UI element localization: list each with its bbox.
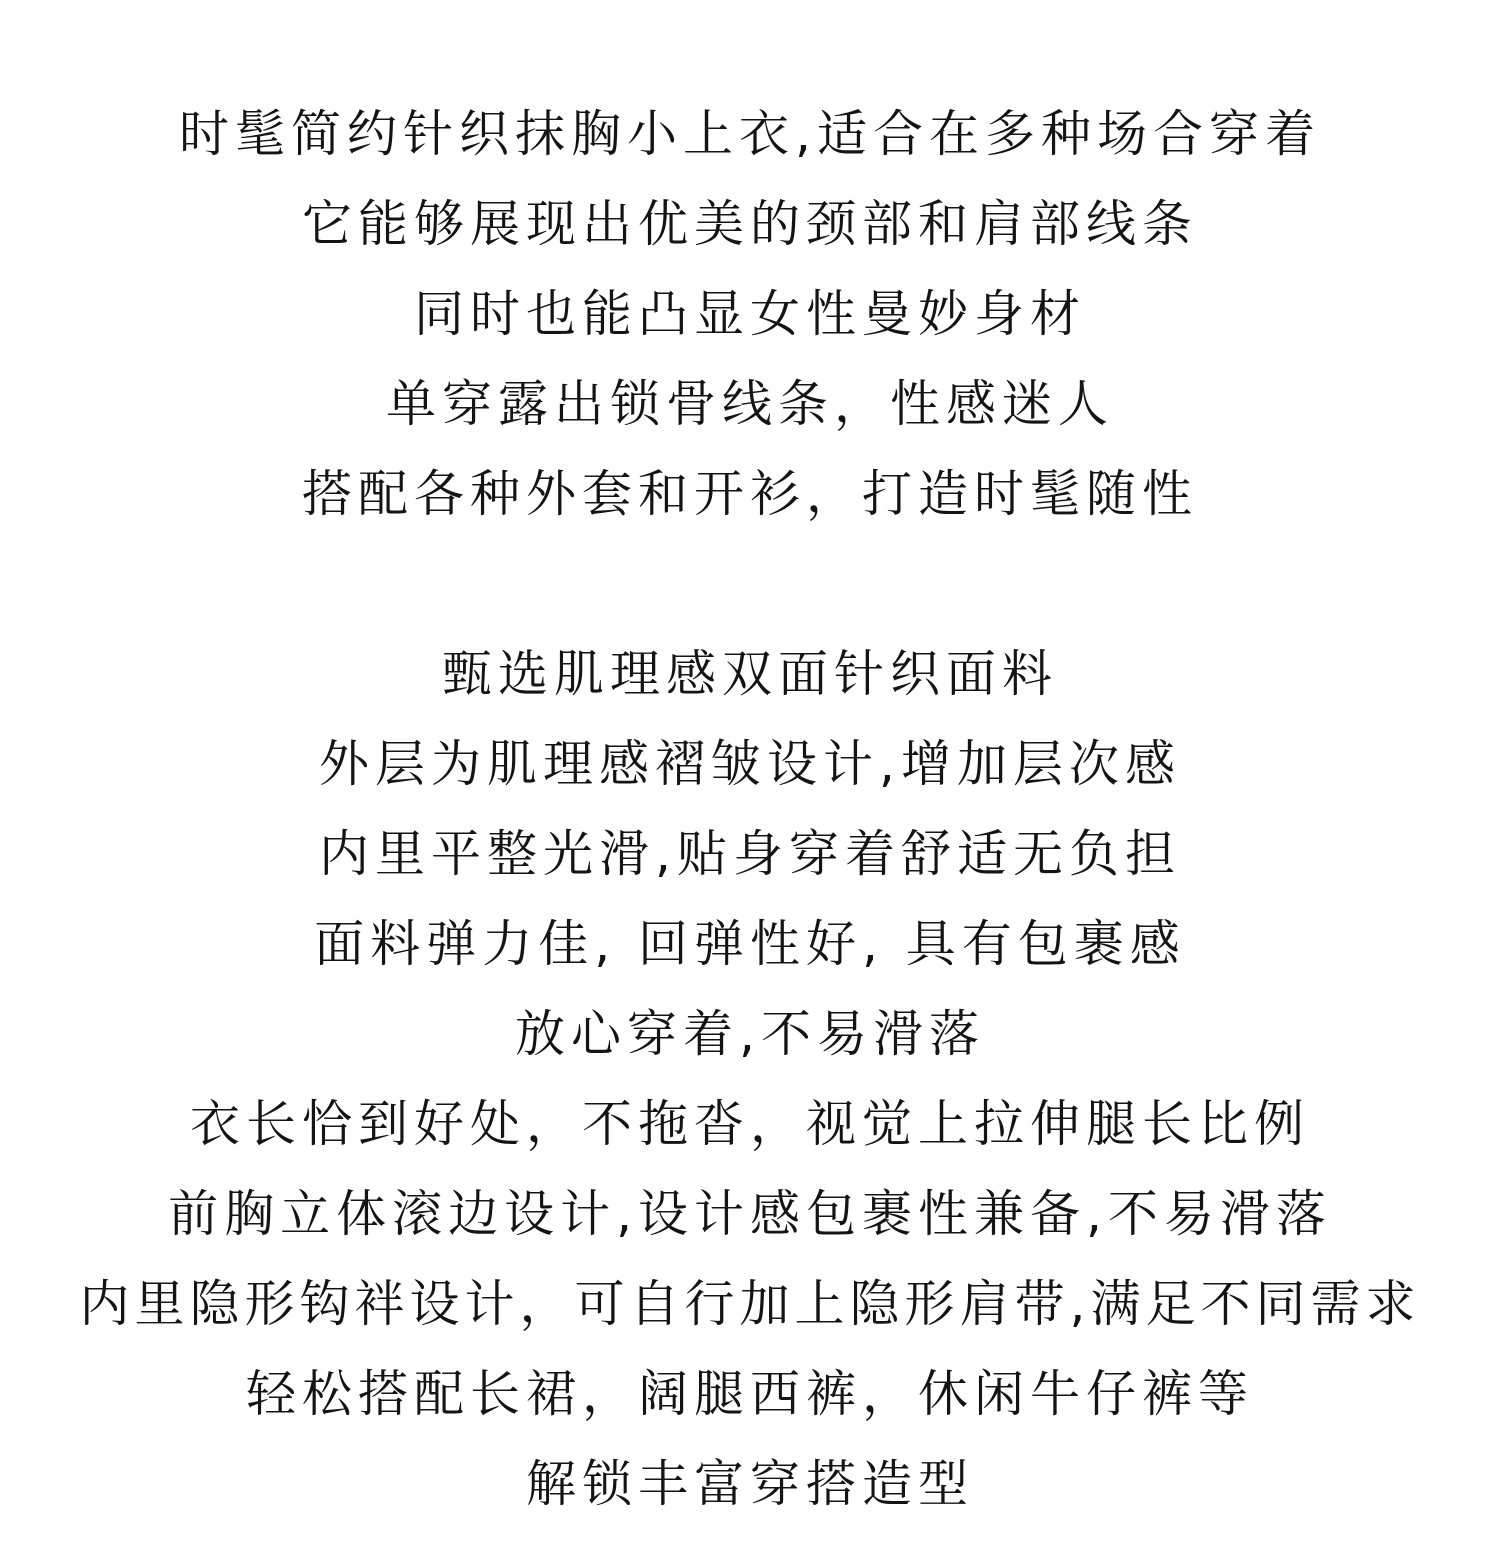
text-line: 内里平整光滑,贴身穿着舒适无负担 <box>319 825 1181 883</box>
text-line: 面料弹力佳, 回弹性好, 具有包裹感 <box>314 915 1186 973</box>
text-line: 同时也能凸显女性曼妙身材 <box>414 285 1086 343</box>
text-line: 时髦简约针织抹胸小上衣,适合在多种场合穿着 <box>179 105 1321 163</box>
text-line: 衣长恰到好处，不拖沓，视觉上拉伸腿长比例 <box>190 1095 1310 1153</box>
text-line: 解锁丰富穿搭造型 <box>526 1455 974 1513</box>
text-line: 单穿露出锁骨线条，性感迷人 <box>386 375 1114 433</box>
text-line: 外层为肌理感褶皱设计,增加层次感 <box>319 735 1181 793</box>
text-line: 它能够展现出优美的颈部和肩部线条 <box>302 195 1198 253</box>
text-line: 甄选肌理感双面针织面料 <box>442 645 1058 703</box>
text-line: 内里隐形钩袢设计，可自行加上隐形肩带,满足不同需求 <box>79 1275 1421 1333</box>
text-line: 搭配各种外套和开衫，打造时髦随性 <box>302 465 1198 523</box>
text-line: 放心穿着,不易滑落 <box>515 1005 985 1063</box>
text-line: 前胸立体滚边设计,设计感包裹性兼备,不易滑落 <box>168 1185 1332 1243</box>
text-line: 轻松搭配长裙，阔腿西裤，休闲牛仔裤等 <box>246 1365 1254 1423</box>
